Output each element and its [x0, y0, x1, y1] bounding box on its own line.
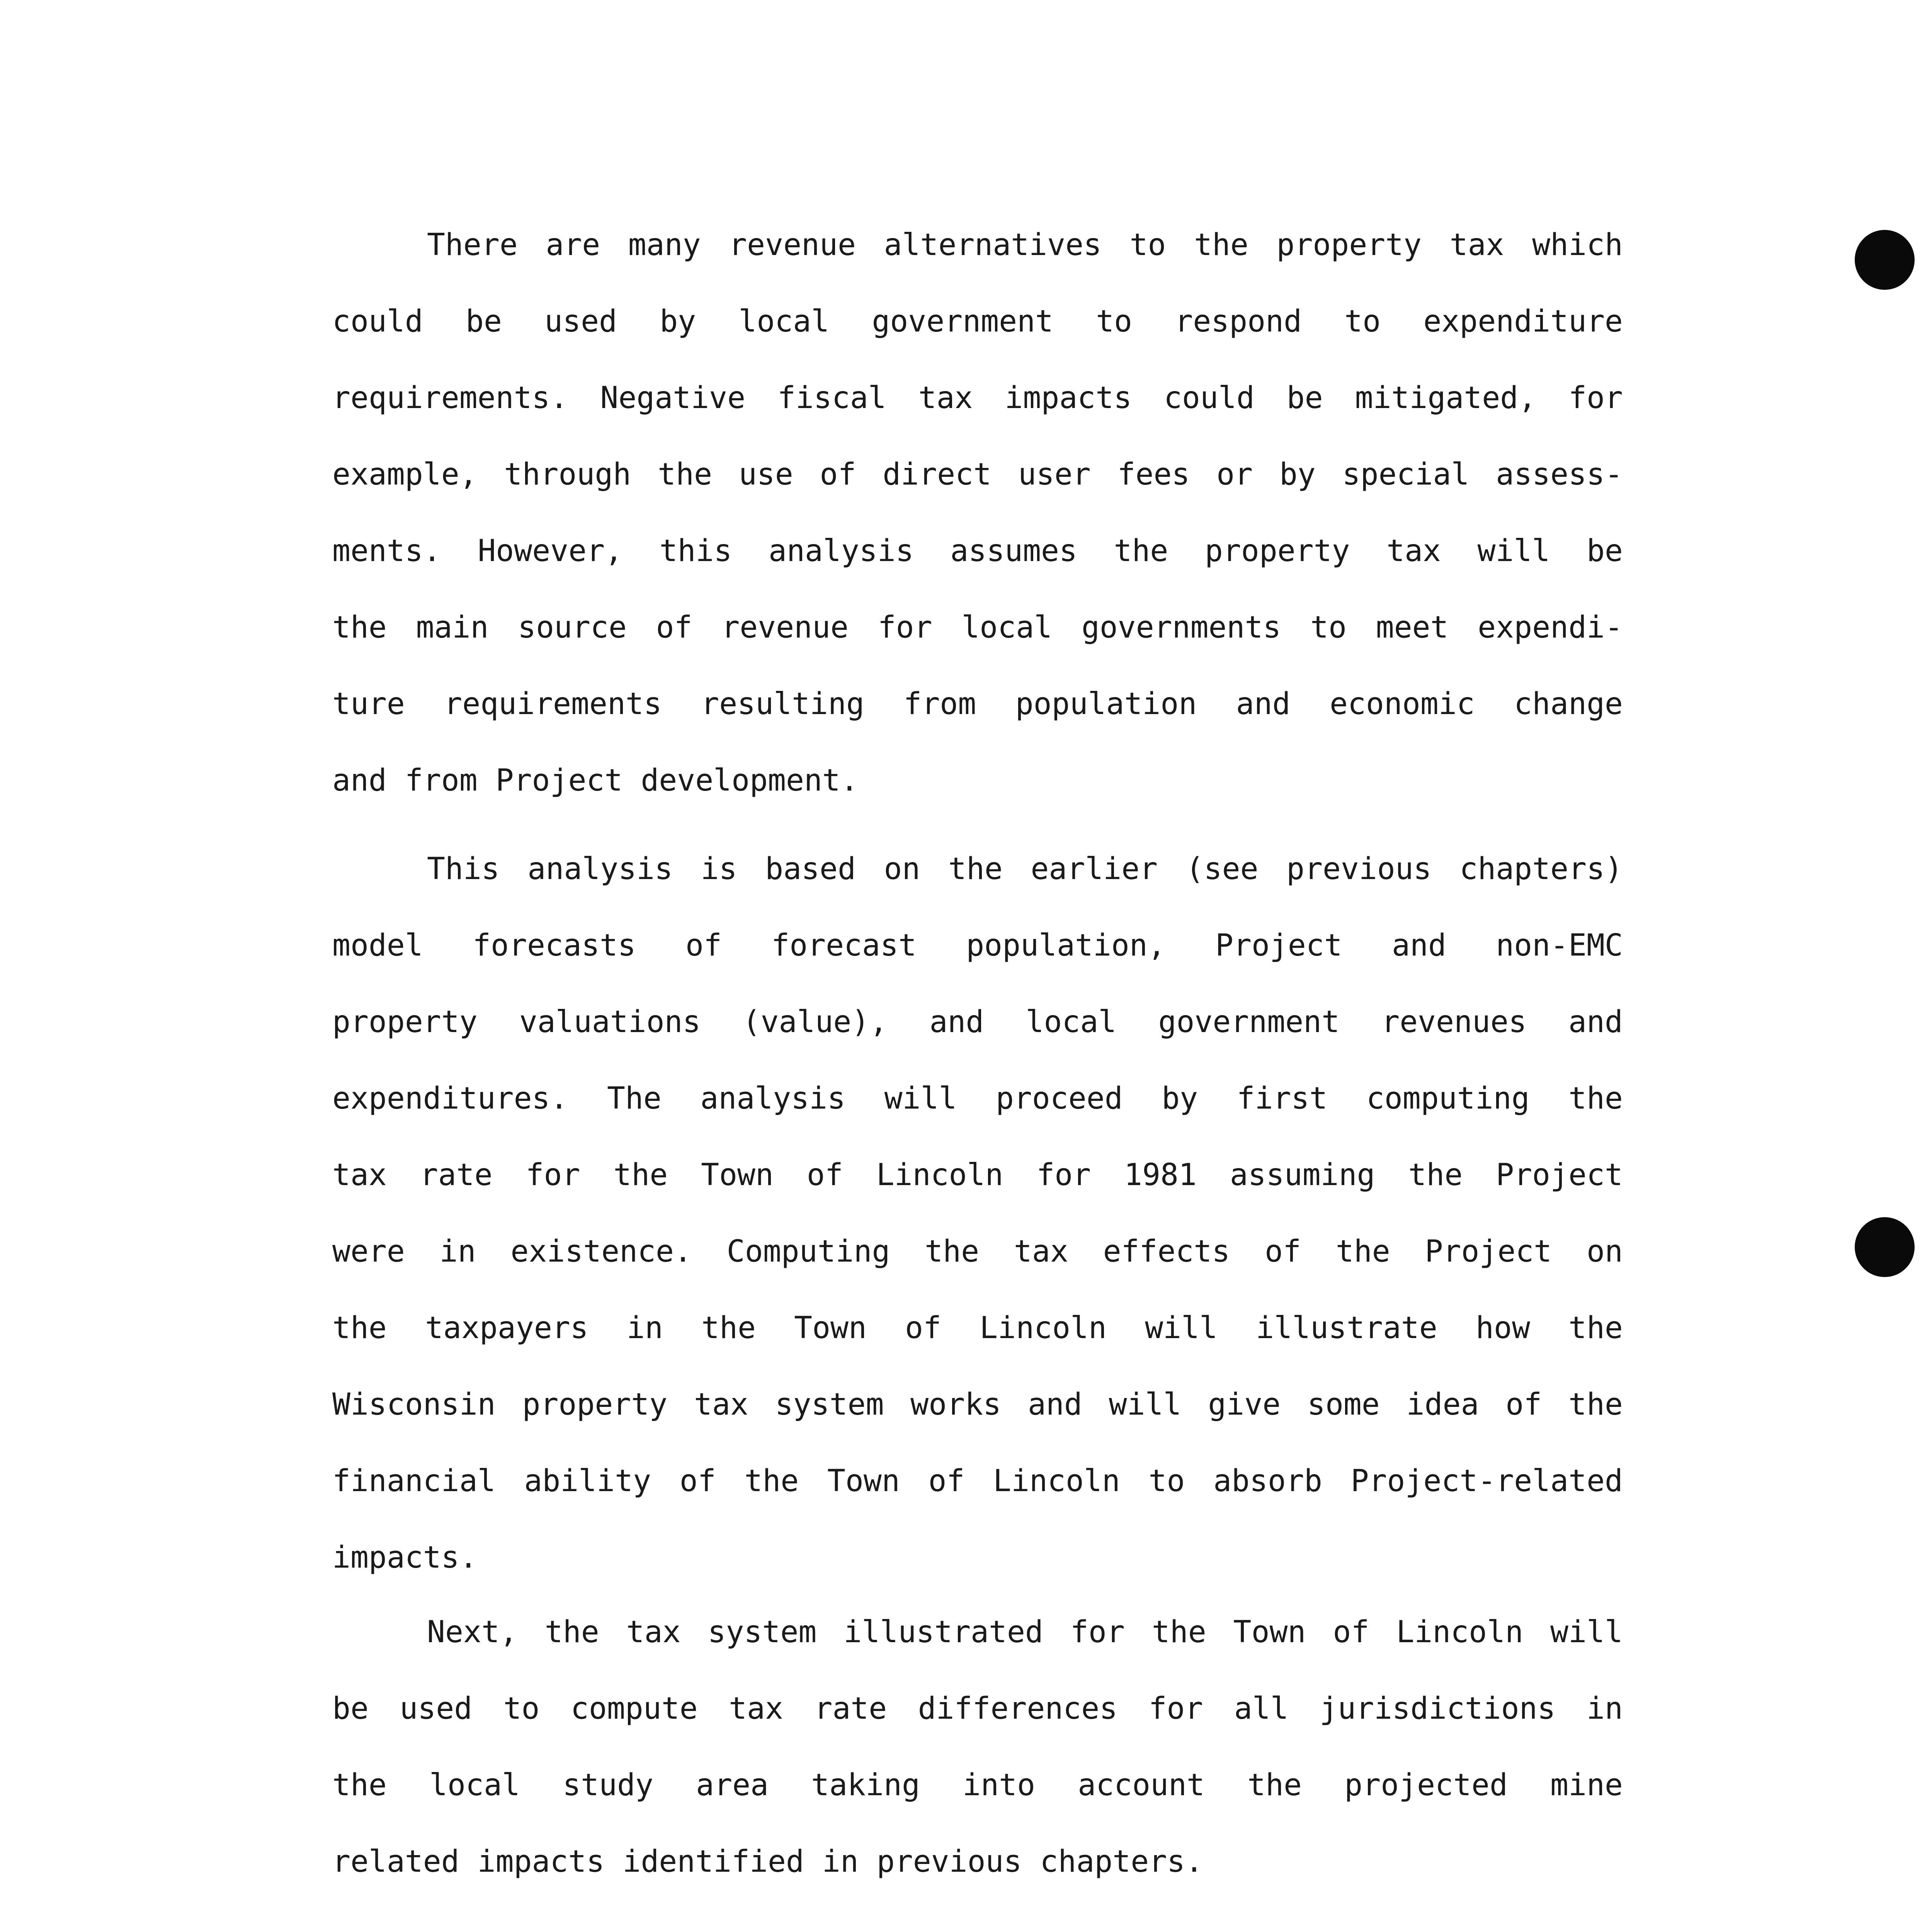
paragraph-line: ments. However, this analysis assumes the property tax will be: [332, 534, 1623, 568]
paragraph-line: and from Project development.: [332, 763, 859, 798]
paragraph-line: There are many revenue alternatives to the property tax which: [427, 228, 1623, 262]
paragraph-analysis-basis: [332, 831, 1623, 1596]
paragraph-line: the taxpayers in the Town of Lincoln will illustrate how the: [332, 1311, 1623, 1345]
paragraph-line: the main source of revenue for local governments to meet expendi-: [332, 610, 1623, 645]
paragraph-revenue-alternatives: [332, 207, 1623, 819]
paragraph-line: requirements. Negative fiscal tax impacts could be mitigated, for: [332, 381, 1623, 415]
paragraph-line: tax rate for the Town of Lincoln for 1981 assuming the Project: [332, 1158, 1623, 1192]
paragraph-line: were in existence. Computing the tax effects of the Project on: [332, 1234, 1623, 1269]
paragraph-line: the local study area taking into account the projected mine: [332, 1768, 1623, 1803]
paragraph-line: Wisconsin property tax system works and will give some idea of the: [332, 1387, 1623, 1422]
paragraph-line: financial ability of the Town of Lincoln to absorb Project-related: [332, 1464, 1623, 1498]
paragraph-line: model forecasts of forecast population, Project and non-EMC: [332, 928, 1623, 963]
paragraph-line: be used to compute tax rate differences for all jurisdictions in: [332, 1691, 1623, 1726]
paragraph-line: impacts.: [332, 1540, 478, 1575]
paragraph-line: Next, the tax system illustrated for the Town of Lincoln will: [427, 1615, 1623, 1650]
paragraph-line: property valuations (value), and local government revenues and: [332, 1005, 1623, 1039]
punch-hole-middle: [1855, 1217, 1915, 1277]
paragraph-line: could be used by local government to respond to expenditure: [332, 304, 1623, 339]
paragraph-line: expenditures. The analysis will proceed by first computing the: [332, 1081, 1623, 1116]
paragraph-line: ture requirements resulting from population and economic change: [332, 687, 1623, 721]
paragraph-line: example, through the use of direct user fees or by special assess-: [332, 457, 1623, 492]
paragraph-next-steps: [332, 1594, 1623, 1900]
paragraph-line: related impacts identified in previous chapters.: [332, 1844, 1204, 1879]
punch-hole-top: [1855, 230, 1915, 290]
paragraph-line: This analysis is based on the earlier (see previous chapters): [427, 852, 1623, 886]
